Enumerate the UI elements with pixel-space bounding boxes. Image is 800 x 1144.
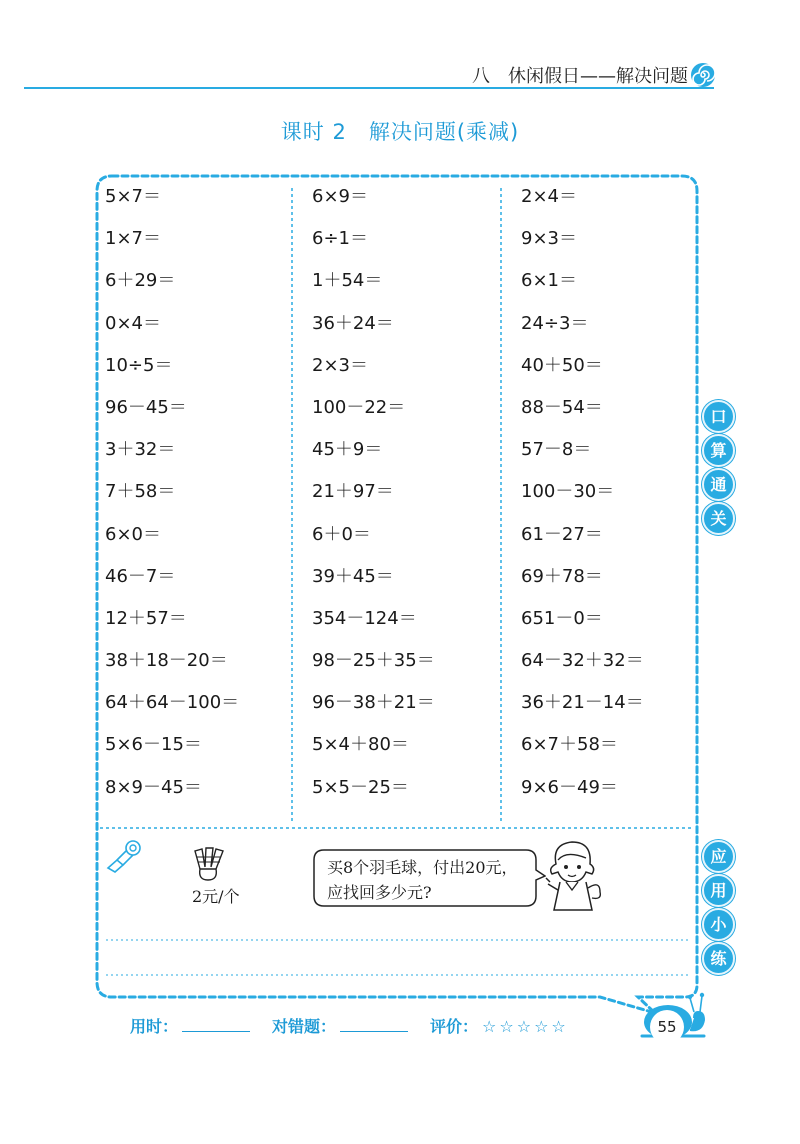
drill-item: 39＋45＝: [312, 565, 394, 587]
drill-item: 69＋78＝: [521, 565, 603, 587]
drill-item: 5×4＋80＝: [312, 734, 409, 756]
drill-item: 88－54＝: [521, 396, 603, 418]
drill-item: 61－27＝: [521, 523, 603, 545]
side-tab-oral-4: 关: [702, 502, 735, 535]
price-label: 2元/个: [192, 887, 240, 906]
drill-item: 1×7＝: [105, 228, 161, 250]
drill-item: 64＋64－100＝: [105, 692, 240, 714]
drill-item: 7＋58＝: [105, 481, 176, 503]
side-tab-oral-2: 算: [702, 434, 735, 467]
drill-item: 45＋9＝: [312, 439, 383, 461]
drill-item: 100－22＝: [312, 396, 406, 418]
drill-item: 6＋29＝: [105, 270, 176, 292]
drill-item: 36＋24＝: [312, 312, 394, 334]
drill-item: 24÷3＝: [521, 312, 589, 334]
drill-item: 38＋18－20＝: [105, 650, 228, 672]
drill-item: 10÷5＝: [105, 354, 173, 376]
speech-line-2: 应找回多少元?: [327, 883, 432, 902]
footer-bar: [130, 1014, 569, 1037]
girl-illustration: [542, 838, 604, 912]
drill-item: 6×0＝: [105, 523, 161, 545]
drill-item: 5×5－25＝: [312, 776, 409, 798]
side-tab-apply-4: 练: [702, 942, 735, 975]
rating-label: 评价：: [430, 1017, 479, 1036]
drill-item: 6×7＋58＝: [521, 734, 618, 756]
drill-item: 354－124＝: [312, 607, 417, 629]
drill-item: 57－8＝: [521, 439, 592, 461]
chapter-title: 八 休闲假日——解决问题: [472, 66, 688, 87]
drill-item: 651－0＝: [521, 607, 603, 629]
drill-item: 5×7＝: [105, 186, 161, 207]
drill-item: 1＋54＝: [312, 270, 383, 292]
drill-item: 2×4＝: [521, 186, 577, 207]
lesson-title: 课时 2 解决问题(乘减): [280, 120, 520, 144]
side-tab-apply-2: 用: [702, 874, 735, 907]
drill-item: 40＋50＝: [521, 354, 603, 376]
drill-item: 46－7＝: [105, 565, 176, 587]
speech-line-1: 买8个羽毛球，付出20元，: [327, 858, 518, 877]
side-tab-apply-1: 应: [702, 840, 735, 873]
drill-column-3: [521, 182, 644, 815]
drill-item: 0×4＝: [105, 312, 161, 334]
side-tab-oral-3: 通: [702, 468, 735, 501]
drill-item: 6×1＝: [521, 270, 577, 292]
side-tab-oral-1: 口: [702, 400, 735, 433]
rating-stars[interactable]: ☆☆☆☆☆: [482, 1017, 569, 1036]
pencil-hand-icon: [105, 838, 143, 874]
drill-item: 6×9＝: [312, 186, 368, 207]
drill-item: 2×3＝: [312, 354, 368, 376]
drill-item: 98－25＋35＝: [312, 650, 435, 672]
drill-item: 21＋97＝: [312, 481, 394, 503]
drill-column-1: [105, 182, 239, 815]
drill-item: 36＋21－14＝: [521, 692, 644, 714]
drill-item: 100－30＝: [521, 481, 615, 503]
correct-label: 对错题：: [272, 1017, 337, 1036]
side-tab-apply-3: 小: [702, 908, 735, 941]
correct-blank[interactable]: [340, 1017, 408, 1032]
drill-item: 9×3＝: [521, 228, 577, 250]
drill-item: 96－45＝: [105, 396, 187, 418]
time-label: 用时：: [130, 1017, 179, 1036]
drill-item: 6＋0＝: [312, 523, 371, 545]
drill-item: 3＋32＝: [105, 439, 176, 461]
speech-text: [327, 855, 518, 905]
shuttlecock-icon: [192, 845, 228, 883]
drill-item: 8×9－45＝: [105, 776, 202, 798]
drill-item: 12＋57＝: [105, 607, 187, 629]
drill-item: 5×6－15＝: [105, 734, 202, 756]
drill-column-2: [312, 182, 435, 815]
drill-item: 64－32＋32＝: [521, 650, 644, 672]
drill-item: 9×6－49＝: [521, 776, 618, 798]
drill-item: 6÷1＝: [312, 228, 368, 250]
time-blank[interactable]: [182, 1017, 250, 1032]
drill-item: 96－38＋21＝: [312, 692, 435, 714]
page-number: 55: [650, 1010, 684, 1044]
